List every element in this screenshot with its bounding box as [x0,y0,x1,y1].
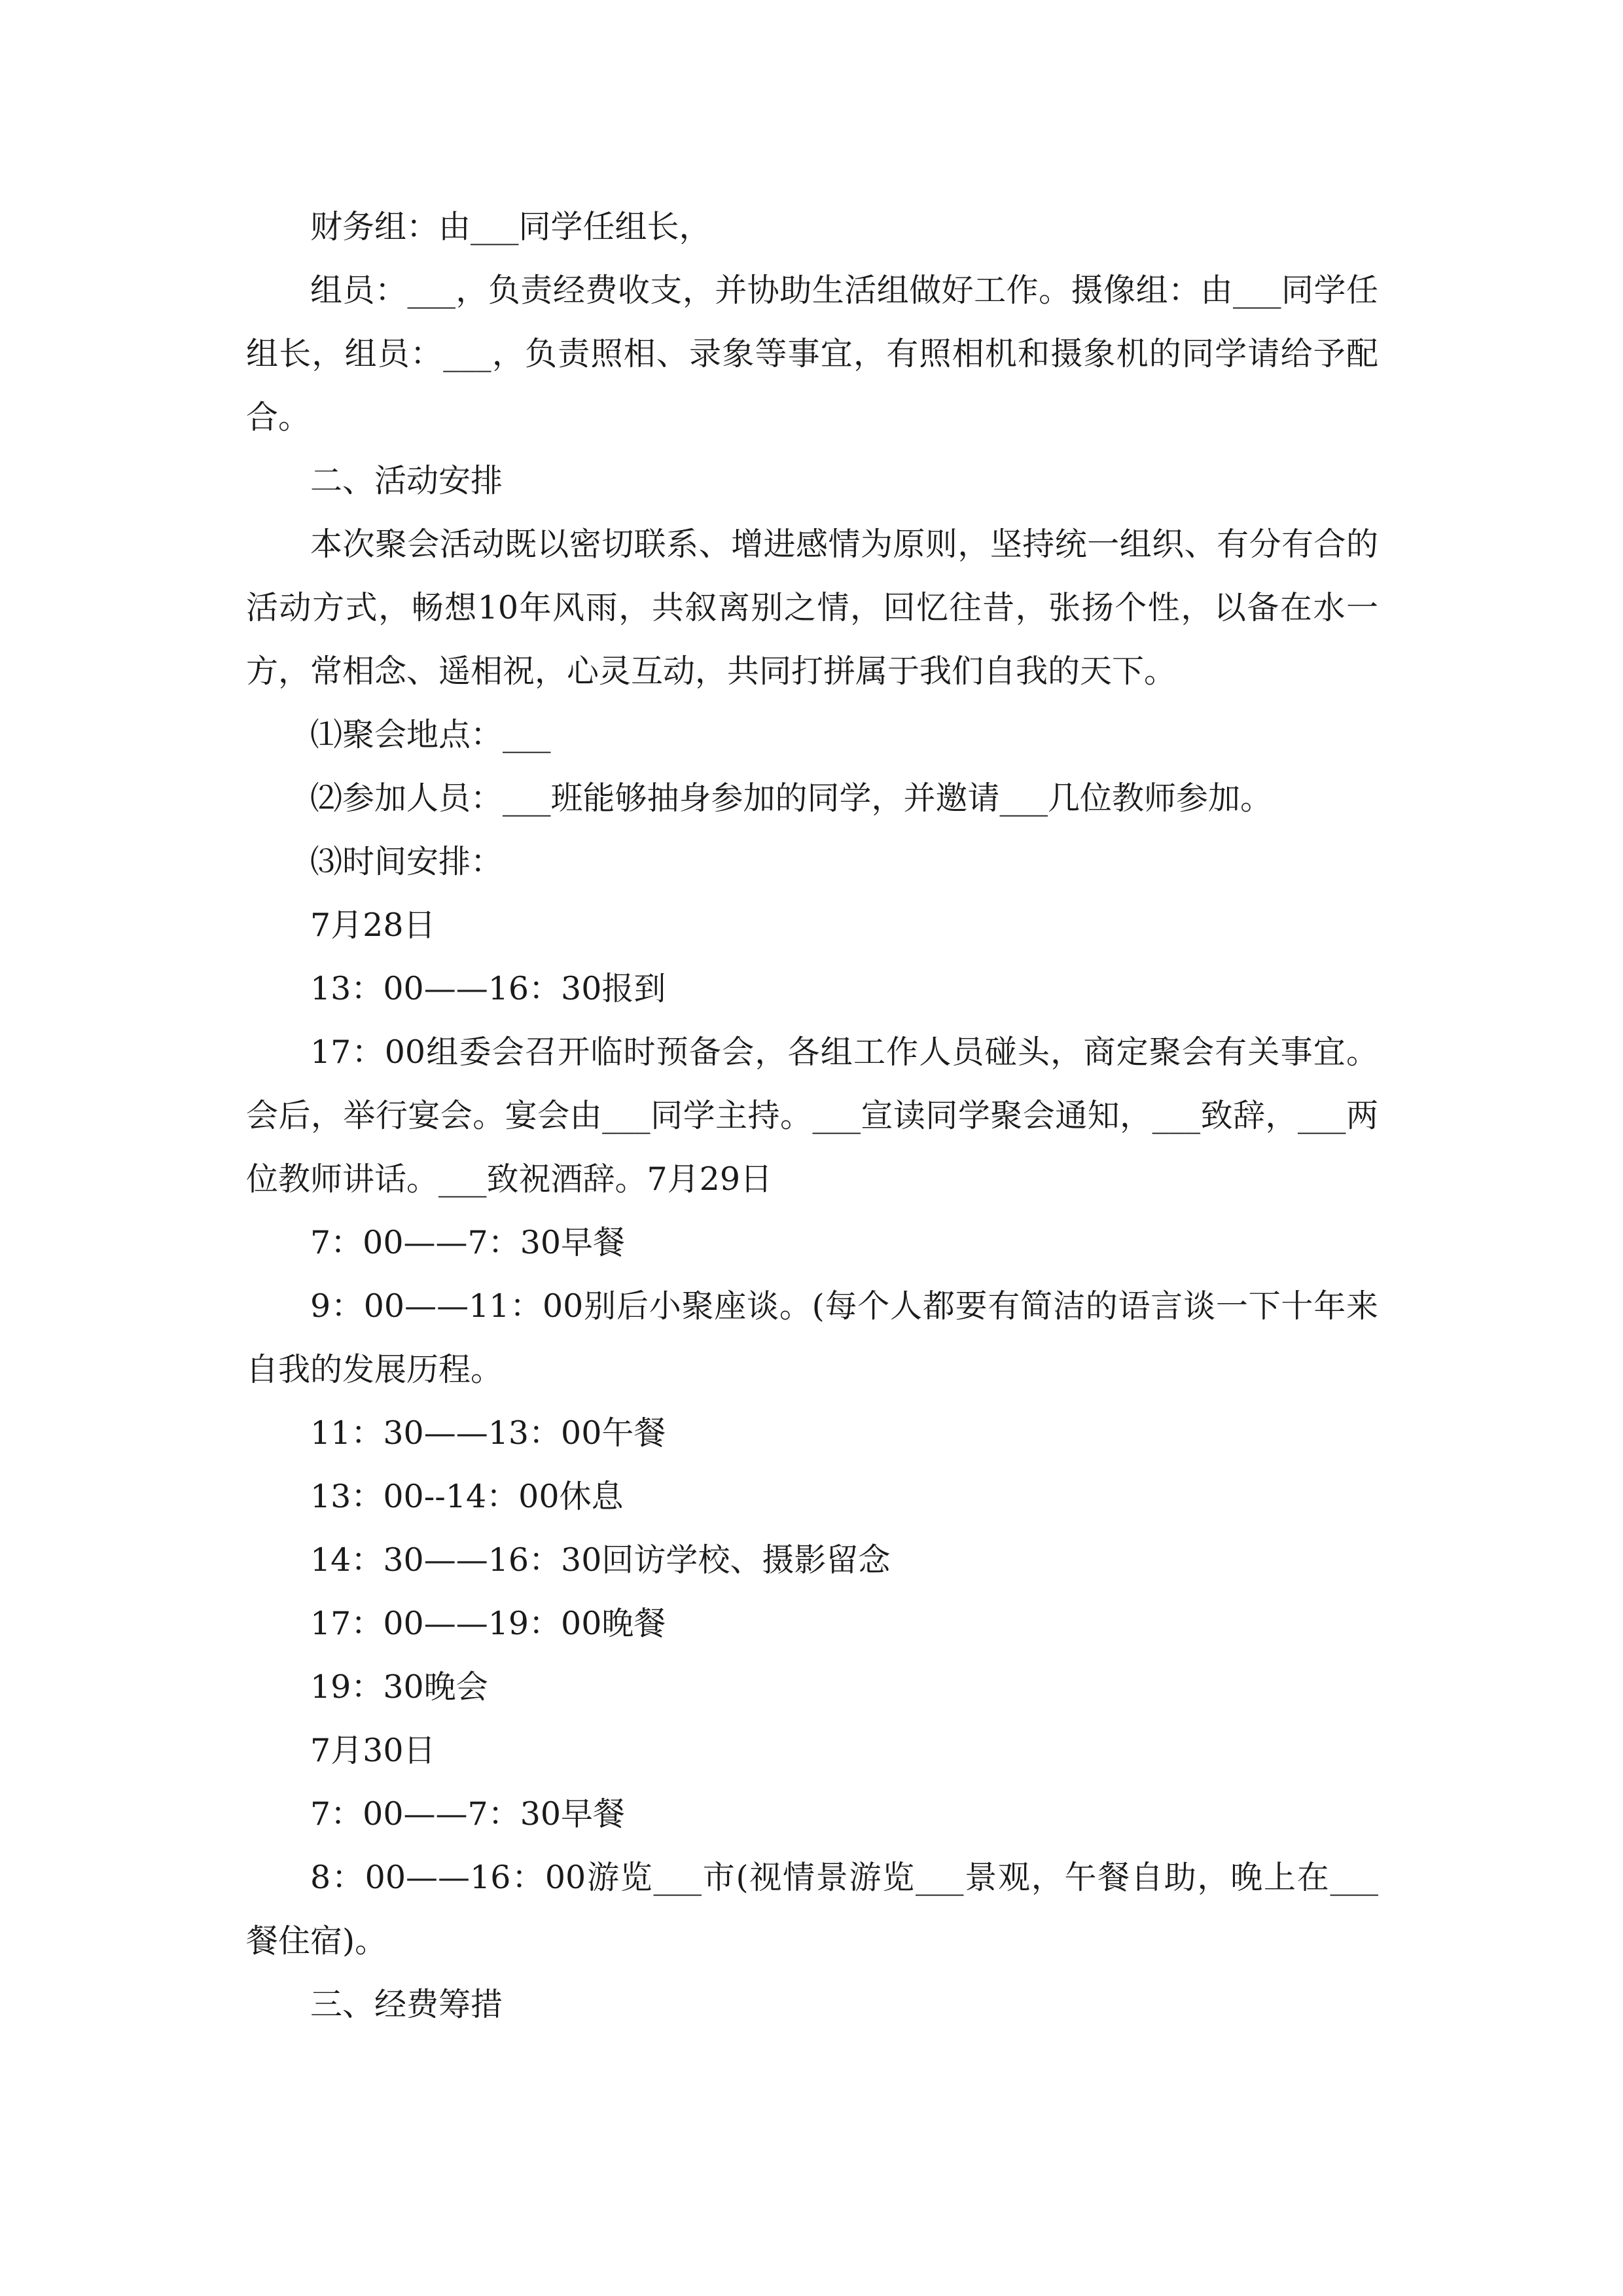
schedule-item-preparatory-meeting: 17：00组委会召开临时预备会，各组工作人员碰头，商定聚会有关事宜。会后，举行宴会。宴会由___同学主持。___宣读同学聚会通知，___致辞，___两位教师讲话。___致祝酒辞。7月29日 [246,1033,1378,1198]
document-body [246,195,1378,2036]
schedule-item-breakfast-29: 7：00——7：30早餐 [310,1224,626,1261]
schedule-item-school-visit: 14：30——16：30回访学校、摄影留念 [310,1541,891,1579]
section-heading-funding: 三、经费筹措 [310,1986,503,2023]
paragraph-activity-principle: 本次聚会活动既以密切联系、增进感情为原则，坚持统一组织、有分有合的活动方式，畅想10年风雨，共叙离别之情，回忆往昔，张扬个性，以备在水一方，常相念、遥相祝，心灵互动，共同打拼属于我们自我的天下。 [246,526,1378,690]
paragraph-venue: ⑴聚会地点：___ [310,716,551,753]
section-heading-activity-arrangement: 二、活动安排 [310,462,503,499]
schedule-date-jul-30: 7月30日 [310,1732,436,1769]
schedule-item-city-tour: 8：00——16：00游览___市(视情景游览___景观，午餐自助，晚上在___餐住宿)。 [246,1859,1378,1960]
schedule-item-rest: 13：00--14：00休息 [310,1478,624,1515]
paragraph-participants: ⑵参加人员：___班能够抽身参加的同学，并邀请___几位教师参加。 [310,780,1273,817]
schedule-item-evening-party: 19：30晚会 [310,1668,488,1706]
schedule-item-lunch: 11：30——13：00午餐 [310,1414,666,1452]
schedule-item-breakfast-30: 7：00——7：30早餐 [310,1795,626,1833]
schedule-date-jul-28: 7月28日 [310,906,436,944]
schedule-item-discussion: 9：00——11：00别后小聚座谈。(每个人都要有简洁的语言谈一下十年来自我的发展历程。 [246,1287,1378,1388]
paragraph-finance-group: 财务组：由___同学任组长， [310,208,711,245]
schedule-item-dinner: 17：00——19：00晚餐 [310,1605,666,1642]
paragraph-members-camera-group: 组员：___，负责经费收支，并协助生活组做好工作。摄像组：由___同学任组长，组员：___，负责照相、录象等事宜，有照相机和摄象机的同学请给予配合。 [246,272,1378,436]
schedule-item-registration: 13：00——16：30报到 [310,970,666,1007]
paragraph-schedule-heading: ⑶时间安排： [310,843,503,880]
